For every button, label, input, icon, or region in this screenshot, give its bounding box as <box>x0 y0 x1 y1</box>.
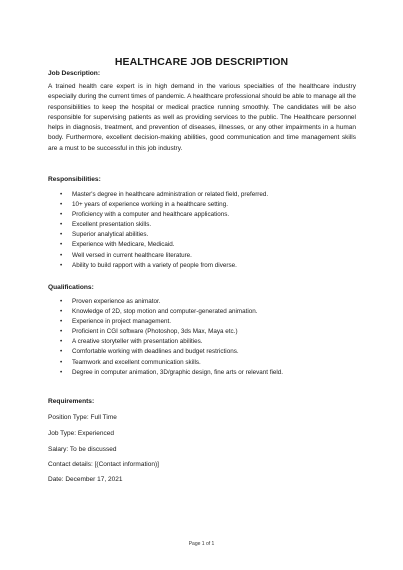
salary: Salary: To be discussed <box>48 446 117 453</box>
list-item: • Comfortable working with deadlines and budget restrictions. <box>48 347 283 357</box>
bullet-icon: • <box>60 191 63 198</box>
bullet-icon: • <box>60 368 63 376</box>
responsibilities-label: Responsibilities: <box>48 176 101 183</box>
bullet-icon: • <box>60 298 63 305</box>
list-item: • Teamwork and excellent communication skills. <box>48 358 283 368</box>
bullet-icon: • <box>60 338 63 346</box>
list-item: • Master's degree in healthcare administration or related field, preferred. <box>48 190 268 200</box>
position-type: Position Type: Full Time <box>48 414 117 421</box>
job-description-text: A trained health care expert is in high demand in the various specialties of the healthcare industry especially during the current times of pandemic. A healthcare professional should be able to manage all the responsibilities to keep the hospital or medical practice running smoothly. The candidates will be also responsible for supervising patients as well as providing services to the public. The Healthcare personnel helps in diagnosis, treatment, and prevention of diseases, illnesses, or any other impairments in a human body. Furthermore, excellent decision-making abilities, good communication and time management skills are a must to be successful in this job industry. <box>48 83 356 152</box>
bullet-icon: • <box>60 221 63 229</box>
list-item: • Experience in project management. <box>48 317 283 327</box>
list-item: • Knowledge of 2D, stop motion and computer-generated animation. <box>48 307 283 317</box>
list-item: • Experience with Medicare, Medicaid. <box>48 240 268 250</box>
list-item: • Superior analytical abilities. <box>48 230 268 240</box>
document-date: Date: December 17, 2021 <box>48 476 123 483</box>
contact-details: Contact details: [(Contact information)] <box>48 461 159 468</box>
bullet-icon: • <box>60 261 63 269</box>
job-description-label: Job Description: <box>48 70 101 77</box>
bullet-icon: • <box>60 348 63 356</box>
list-item: • Ability to build rapport with a variety of people from diverse. <box>48 261 268 271</box>
qualifications-list <box>48 297 283 378</box>
document-title: HEALTHCARE JOB DESCRIPTION <box>114 56 289 68</box>
bullet-icon: • <box>60 251 63 259</box>
list-item: • 10+ years of experience working in a healthcare setting. <box>48 200 268 210</box>
list-item: • Degree in computer animation, 3D/graphic design, fine arts or relevant field. <box>48 368 283 378</box>
qualifications-label: Qualifications: <box>48 284 94 291</box>
requirements-label: Requirements: <box>48 398 95 405</box>
list-item: • Proficient in CGI software (Photoshop, 3ds Max, Maya etc.) <box>48 327 283 337</box>
list-item: • Well versed in current healthcare literature. <box>48 251 268 261</box>
responsibilities-list <box>48 190 268 271</box>
bullet-icon: • <box>60 241 63 249</box>
list-item: • A creative storyteller with presentation abilities. <box>48 337 283 347</box>
bullet-icon: • <box>60 201 63 209</box>
list-item: • Proficiency with a computer and healthcare applications. <box>48 210 268 220</box>
bullet-icon: • <box>60 231 63 239</box>
list-item: • Excellent presentation skills. <box>48 220 268 230</box>
bullet-icon: • <box>60 308 63 316</box>
bullet-icon: • <box>60 211 63 219</box>
bullet-icon: • <box>60 318 63 326</box>
job-type: Job Type: Experienced <box>48 430 115 437</box>
bullet-icon: • <box>60 358 63 366</box>
page-footer: Page 1 of 1 <box>188 541 215 547</box>
bullet-icon: • <box>60 328 63 336</box>
list-item: • Proven experience as animator. <box>48 297 283 307</box>
